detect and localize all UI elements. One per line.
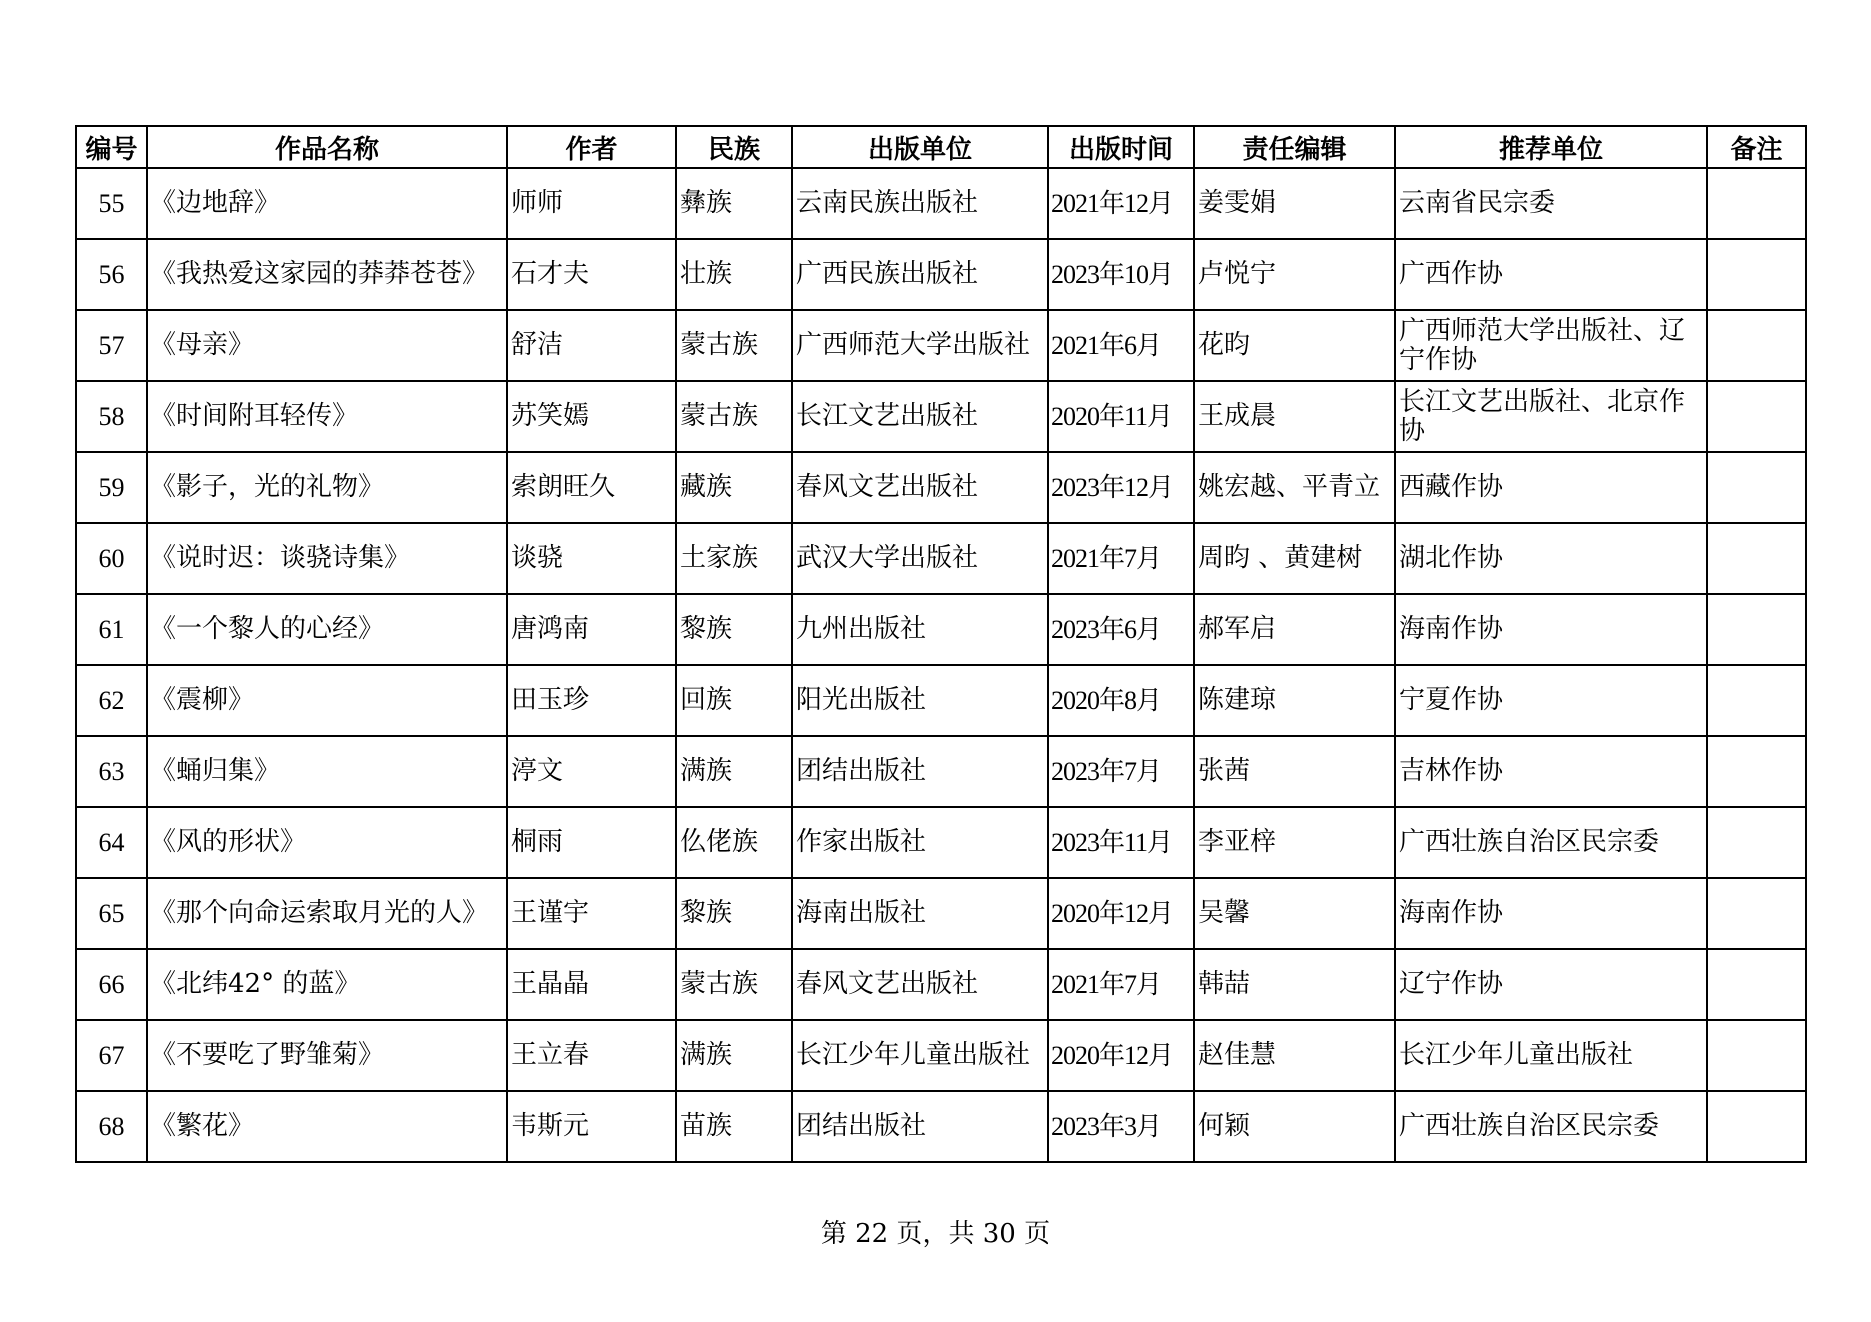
cell-note xyxy=(1707,523,1806,594)
table-body xyxy=(76,168,1806,1162)
cell-editor: 韩喆 xyxy=(1194,949,1395,1020)
cell-title: 《繁花》 xyxy=(147,1091,507,1162)
cell-date: 2023年7月 xyxy=(1048,736,1194,807)
cell-recommender: 广西作协 xyxy=(1395,239,1707,310)
table-row xyxy=(76,807,1806,878)
cell-note xyxy=(1707,949,1806,1020)
cell-no: 58 xyxy=(76,381,147,452)
cell-editor: 郝军启 xyxy=(1194,594,1395,665)
cell-recommender: 广西壮族自治区民宗委 xyxy=(1395,1091,1707,1162)
header-title: 作品名称 xyxy=(147,126,507,168)
cell-no: 62 xyxy=(76,665,147,736)
cell-date: 2023年10月 xyxy=(1048,239,1194,310)
cell-editor: 张茜 xyxy=(1194,736,1395,807)
cell-recommender: 辽宁作协 xyxy=(1395,949,1707,1020)
cell-no: 59 xyxy=(76,452,147,523)
cell-publisher: 海南出版社 xyxy=(792,878,1048,949)
cell-recommender: 西藏作协 xyxy=(1395,452,1707,523)
cell-ethnicity: 彝族 xyxy=(676,168,792,239)
cell-recommender: 湖北作协 xyxy=(1395,523,1707,594)
cell-recommender: 海南作协 xyxy=(1395,878,1707,949)
header-editor: 责任编辑 xyxy=(1194,126,1395,168)
cell-title: 《震柳》 xyxy=(147,665,507,736)
cell-ethnicity: 回族 xyxy=(676,665,792,736)
table-row xyxy=(76,1020,1806,1091)
cell-publisher: 春风文艺出版社 xyxy=(792,949,1048,1020)
table-header xyxy=(76,126,1806,168)
cell-recommender: 广西壮族自治区民宗委 xyxy=(1395,807,1707,878)
cell-title: 《不要吃了野雏菊》 xyxy=(147,1020,507,1091)
cell-title: 《北纬42° 的蓝》 xyxy=(147,949,507,1020)
cell-publisher: 春风文艺出版社 xyxy=(792,452,1048,523)
cell-author: 桐雨 xyxy=(507,807,676,878)
cell-note xyxy=(1707,168,1806,239)
cell-editor: 吴馨 xyxy=(1194,878,1395,949)
cell-no: 67 xyxy=(76,1020,147,1091)
cell-title: 《影子，光的礼物》 xyxy=(147,452,507,523)
cell-no: 55 xyxy=(76,168,147,239)
cell-author: 王谨宇 xyxy=(507,878,676,949)
cell-ethnicity: 藏族 xyxy=(676,452,792,523)
table-row xyxy=(76,1091,1806,1162)
cell-title: 《母亲》 xyxy=(147,310,507,381)
cell-no: 68 xyxy=(76,1091,147,1162)
cell-ethnicity: 蒙古族 xyxy=(676,381,792,452)
cell-title: 《蛹归集》 xyxy=(147,736,507,807)
cell-date: 2020年12月 xyxy=(1048,878,1194,949)
cell-author: 谈骁 xyxy=(507,523,676,594)
cell-author: 师师 xyxy=(507,168,676,239)
header-recommender: 推荐单位 xyxy=(1395,126,1707,168)
cell-editor: 卢悦宁 xyxy=(1194,239,1395,310)
cell-date: 2020年12月 xyxy=(1048,1020,1194,1091)
cell-publisher: 武汉大学出版社 xyxy=(792,523,1048,594)
cell-recommender: 长江少年儿童出版社 xyxy=(1395,1020,1707,1091)
cell-editor: 陈建琼 xyxy=(1194,665,1395,736)
cell-editor: 姚宏越、平青立 xyxy=(1194,452,1395,523)
cell-author: 王晶晶 xyxy=(507,949,676,1020)
cell-author: 索朗旺久 xyxy=(507,452,676,523)
header-author: 作者 xyxy=(507,126,676,168)
table-row xyxy=(76,949,1806,1020)
cell-publisher: 广西师范大学出版社 xyxy=(792,310,1048,381)
cell-date: 2021年7月 xyxy=(1048,523,1194,594)
cell-ethnicity: 满族 xyxy=(676,1020,792,1091)
cell-no: 56 xyxy=(76,239,147,310)
cell-title: 《说时迟：谈骁诗集》 xyxy=(147,523,507,594)
table-row xyxy=(76,381,1806,452)
cell-publisher: 九州出版社 xyxy=(792,594,1048,665)
cell-recommender: 宁夏作协 xyxy=(1395,665,1707,736)
cell-ethnicity: 壮族 xyxy=(676,239,792,310)
cell-publisher: 团结出版社 xyxy=(792,736,1048,807)
table-row xyxy=(76,168,1806,239)
cell-recommender: 吉林作协 xyxy=(1395,736,1707,807)
cell-ethnicity: 蒙古族 xyxy=(676,310,792,381)
cell-ethnicity: 土家族 xyxy=(676,523,792,594)
cell-recommender: 云南省民宗委 xyxy=(1395,168,1707,239)
header-ethnicity: 民族 xyxy=(676,126,792,168)
header-note: 备注 xyxy=(1707,126,1806,168)
cell-note xyxy=(1707,736,1806,807)
cell-date: 2021年6月 xyxy=(1048,310,1194,381)
cell-note xyxy=(1707,310,1806,381)
table-row xyxy=(76,452,1806,523)
cell-ethnicity: 仫佬族 xyxy=(676,807,792,878)
cell-ethnicity: 满族 xyxy=(676,736,792,807)
cell-author: 王立春 xyxy=(507,1020,676,1091)
cell-date: 2023年3月 xyxy=(1048,1091,1194,1162)
cell-editor: 姜雯娟 xyxy=(1194,168,1395,239)
cell-no: 57 xyxy=(76,310,147,381)
header-no: 编号 xyxy=(76,126,147,168)
cell-no: 61 xyxy=(76,594,147,665)
cell-title: 《我热爱这家园的莽莽苍苍》 xyxy=(147,239,507,310)
cell-ethnicity: 黎族 xyxy=(676,594,792,665)
cell-note xyxy=(1707,594,1806,665)
cell-no: 66 xyxy=(76,949,147,1020)
cell-ethnicity: 苗族 xyxy=(676,1091,792,1162)
header-date: 出版时间 xyxy=(1048,126,1194,168)
cell-recommender: 海南作协 xyxy=(1395,594,1707,665)
cell-note xyxy=(1707,807,1806,878)
works-table xyxy=(75,125,1807,1163)
cell-author: 田玉珍 xyxy=(507,665,676,736)
cell-author: 渟文 xyxy=(507,736,676,807)
cell-editor: 王成晨 xyxy=(1194,381,1395,452)
cell-note xyxy=(1707,1020,1806,1091)
cell-publisher: 团结出版社 xyxy=(792,1091,1048,1162)
header-publisher: 出版单位 xyxy=(792,126,1048,168)
header-row xyxy=(76,126,1806,168)
cell-recommender: 长江文艺出版社、北京作协 xyxy=(1395,381,1707,452)
cell-publisher: 作家出版社 xyxy=(792,807,1048,878)
cell-no: 63 xyxy=(76,736,147,807)
cell-note xyxy=(1707,381,1806,452)
cell-author: 韦斯元 xyxy=(507,1091,676,1162)
cell-date: 2020年8月 xyxy=(1048,665,1194,736)
cell-author: 苏笑嫣 xyxy=(507,381,676,452)
cell-note xyxy=(1707,452,1806,523)
page-footer: 第 22 页，共 30 页 xyxy=(820,1219,1051,1249)
cell-editor: 李亚梓 xyxy=(1194,807,1395,878)
cell-note xyxy=(1707,1091,1806,1162)
cell-note xyxy=(1707,239,1806,310)
cell-title: 《边地辞》 xyxy=(147,168,507,239)
cell-note xyxy=(1707,878,1806,949)
cell-author: 唐鸿南 xyxy=(507,594,676,665)
table-row xyxy=(76,665,1806,736)
cell-publisher: 广西民族出版社 xyxy=(792,239,1048,310)
table-row xyxy=(76,594,1806,665)
cell-ethnicity: 黎族 xyxy=(676,878,792,949)
table-row xyxy=(76,310,1806,381)
cell-editor: 周昀 、黄建树 xyxy=(1194,523,1395,594)
cell-title: 《那个向命运索取月光的人》 xyxy=(147,878,507,949)
cell-date: 2020年11月 xyxy=(1048,381,1194,452)
cell-recommender: 广西师范大学出版社、辽宁作协 xyxy=(1395,310,1707,381)
table-row xyxy=(76,523,1806,594)
cell-publisher: 长江少年儿童出版社 xyxy=(792,1020,1048,1091)
table-row xyxy=(76,878,1806,949)
cell-author: 舒洁 xyxy=(507,310,676,381)
cell-no: 65 xyxy=(76,878,147,949)
cell-editor: 赵佳慧 xyxy=(1194,1020,1395,1091)
cell-date: 2023年6月 xyxy=(1048,594,1194,665)
cell-publisher: 长江文艺出版社 xyxy=(792,381,1048,452)
cell-no: 64 xyxy=(76,807,147,878)
cell-date: 2023年12月 xyxy=(1048,452,1194,523)
cell-publisher: 云南民族出版社 xyxy=(792,168,1048,239)
cell-note xyxy=(1707,665,1806,736)
cell-editor: 何颖 xyxy=(1194,1091,1395,1162)
table-row xyxy=(76,239,1806,310)
table-row xyxy=(76,736,1806,807)
cell-date: 2023年11月 xyxy=(1048,807,1194,878)
cell-title: 《风的形状》 xyxy=(147,807,507,878)
cell-date: 2021年12月 xyxy=(1048,168,1194,239)
cell-date: 2021年7月 xyxy=(1048,949,1194,1020)
cell-ethnicity: 蒙古族 xyxy=(676,949,792,1020)
cell-author: 石才夫 xyxy=(507,239,676,310)
cell-no: 60 xyxy=(76,523,147,594)
cell-title: 《时间附耳轻传》 xyxy=(147,381,507,452)
cell-editor: 花昀 xyxy=(1194,310,1395,381)
cell-title: 《一个黎人的心经》 xyxy=(147,594,507,665)
cell-publisher: 阳光出版社 xyxy=(792,665,1048,736)
